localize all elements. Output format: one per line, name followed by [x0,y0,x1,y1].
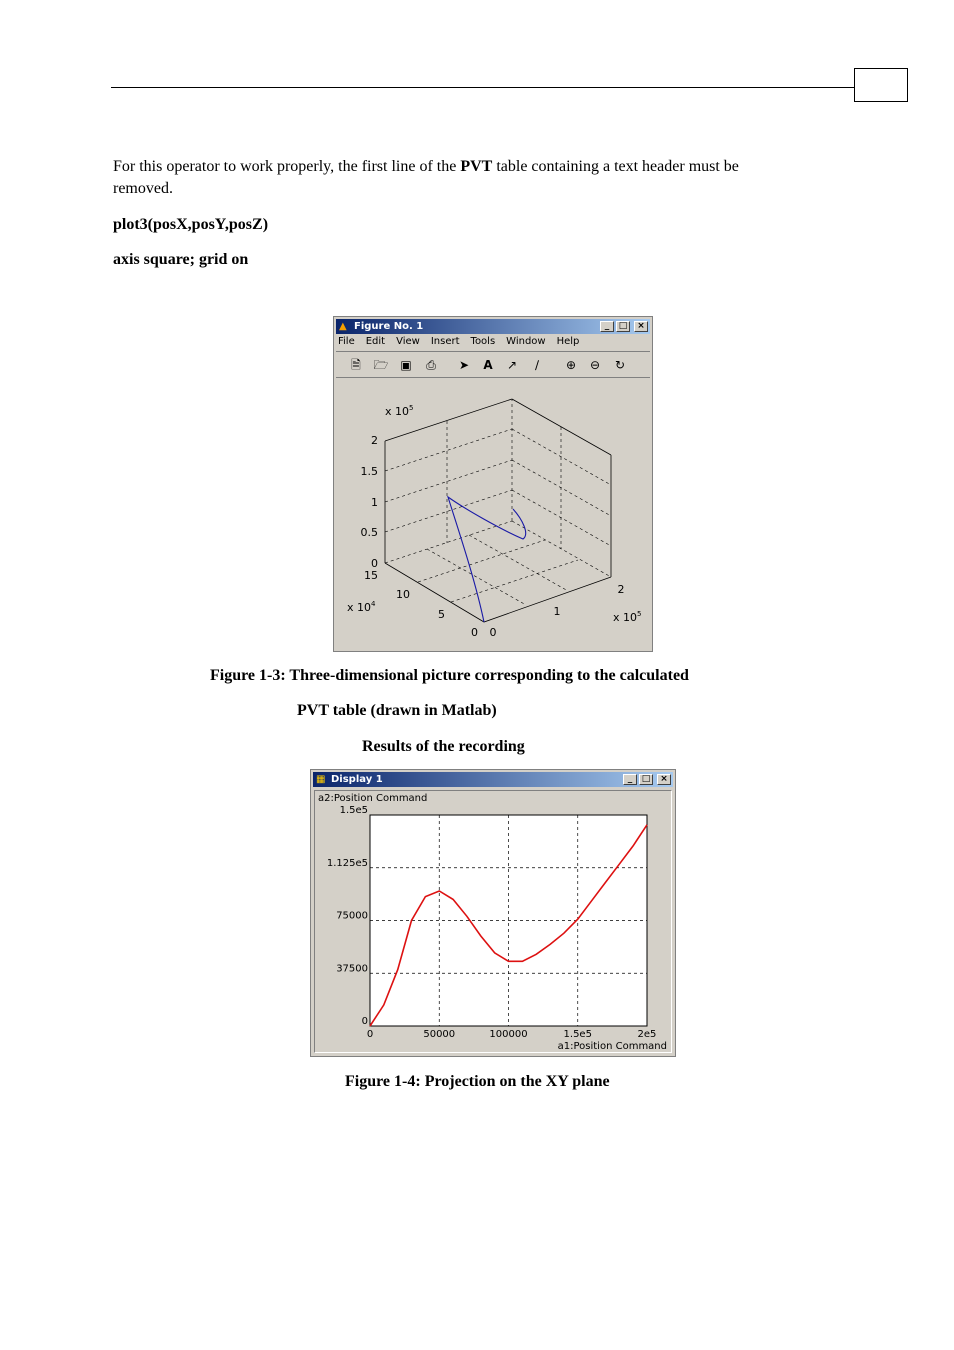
header-rule [111,87,855,88]
display-grid-icon: ▦ [316,774,326,785]
x-tick-1: 1 [553,605,561,618]
z-tick-4: 2 [371,434,378,447]
y-tick-label: 1.5e5 [339,805,368,816]
zoom-out-icon[interactable]: ⊖ [589,358,601,372]
display-title-bar [313,772,673,787]
y-axis-label: a2:Position Command [318,793,428,804]
y-tick-5: 5 [438,608,445,621]
text-tool-icon[interactable]: A [483,358,493,372]
arrow-select-icon[interactable]: ➤ [458,358,470,372]
figure-window-title: Figure No. 1 [354,321,424,332]
x-tick-label: 50000 [423,1029,456,1040]
x-tick-0: 0 [489,626,497,639]
x-axis-label: a1:Position Command [557,1041,667,1052]
figure-title-bar [336,319,650,334]
x-tick-label: 1.5e5 [563,1029,592,1040]
y-tick-label: 37500 [336,963,368,975]
x-exponent-label: x $10^5$ [613,610,642,624]
display-window [310,769,676,1057]
y-tick-label: 0 [361,1016,368,1027]
matlab-3d-plot [335,379,651,651]
display-minimize-button[interactable]: _ [623,774,637,785]
matlab-figure-window [333,316,653,652]
close-button[interactable]: × [634,321,648,332]
line-tool-icon[interactable]: ∕ [534,358,540,372]
menu-view[interactable]: View [396,336,420,347]
z-tick-0: 0 [371,557,378,570]
display-window-title: Display 1 [331,774,383,785]
z-exponent-label: x $10^5$ [385,404,414,418]
x-tick-label: 100000 [489,1029,528,1040]
intro-text-2: table containing a text header must be [492,158,739,175]
display-close-button[interactable]: × [657,774,671,785]
xy-projection-plot [315,791,671,1052]
intro-bold-pvt: PVT [460,158,493,175]
maximize-button[interactable]: □ [616,321,630,332]
y-tick-label: 1.125e5 [326,857,368,869]
menu-window[interactable]: Window [506,336,546,347]
menu-tools[interactable]: Tools [470,336,496,347]
x-tick-label: 2e5 [637,1029,657,1040]
toolbar-divider [336,377,650,378]
open-folder-icon[interactable]: 🗁 [373,358,389,372]
figure2-caption: Figure 1-4: Projection on the XY plane [345,1073,610,1090]
y-tick-15: 15 [364,569,378,582]
menu-insert[interactable]: Insert [430,336,460,347]
y-tick-0: 0 [471,626,478,639]
y-exponent-label: x $10^4$ [347,600,376,614]
arrow-tool-icon[interactable]: ↗ [506,358,518,372]
figure-menu-bar [338,336,590,347]
z-tick-2: 1 [371,496,378,509]
page-number-box [854,68,908,102]
minimize-button[interactable]: _ [600,321,614,332]
menu-file[interactable]: File [338,336,355,347]
display-maximize-button[interactable]: □ [639,774,653,785]
print-icon[interactable]: ⎙ [426,358,436,372]
matlab-logo-icon: ▲ [339,321,347,332]
intro-paragraph [113,156,873,200]
new-file-icon[interactable]: 🗎 [351,358,361,372]
recording-heading: Results of the recording [362,738,525,755]
y-tick-label: 75000 [336,910,368,922]
y-tick-10: 10 [396,588,410,601]
3d-axes-box [385,399,611,622]
x-tick-label: 0 [366,1029,374,1040]
intro-text-3: removed. [113,180,173,197]
figure1-caption-line1: Figure 1-3: Three-dimensional picture corresponding to the calculated [210,667,689,684]
x-tick-2: 2 [617,583,625,596]
code-line-plot3: plot3(posX,posY,posZ) [113,216,269,233]
menu-divider [336,351,650,352]
z-tick-3: 1.5 [360,465,378,478]
code-line-axis: axis square; grid on [113,251,249,268]
menu-help[interactable]: Help [556,336,580,347]
menu-edit[interactable]: Edit [365,336,386,347]
zoom-in-icon[interactable]: ⊕ [565,358,577,372]
rotate-icon[interactable]: ↻ [614,358,626,372]
intro-text-1: For this operator to work properly, the first line of the [113,158,461,175]
save-icon[interactable]: ▣ [400,358,412,372]
z-tick-1: 0.5 [360,526,378,539]
figure1-caption-line2: PVT table (drawn in Matlab) [297,702,497,719]
